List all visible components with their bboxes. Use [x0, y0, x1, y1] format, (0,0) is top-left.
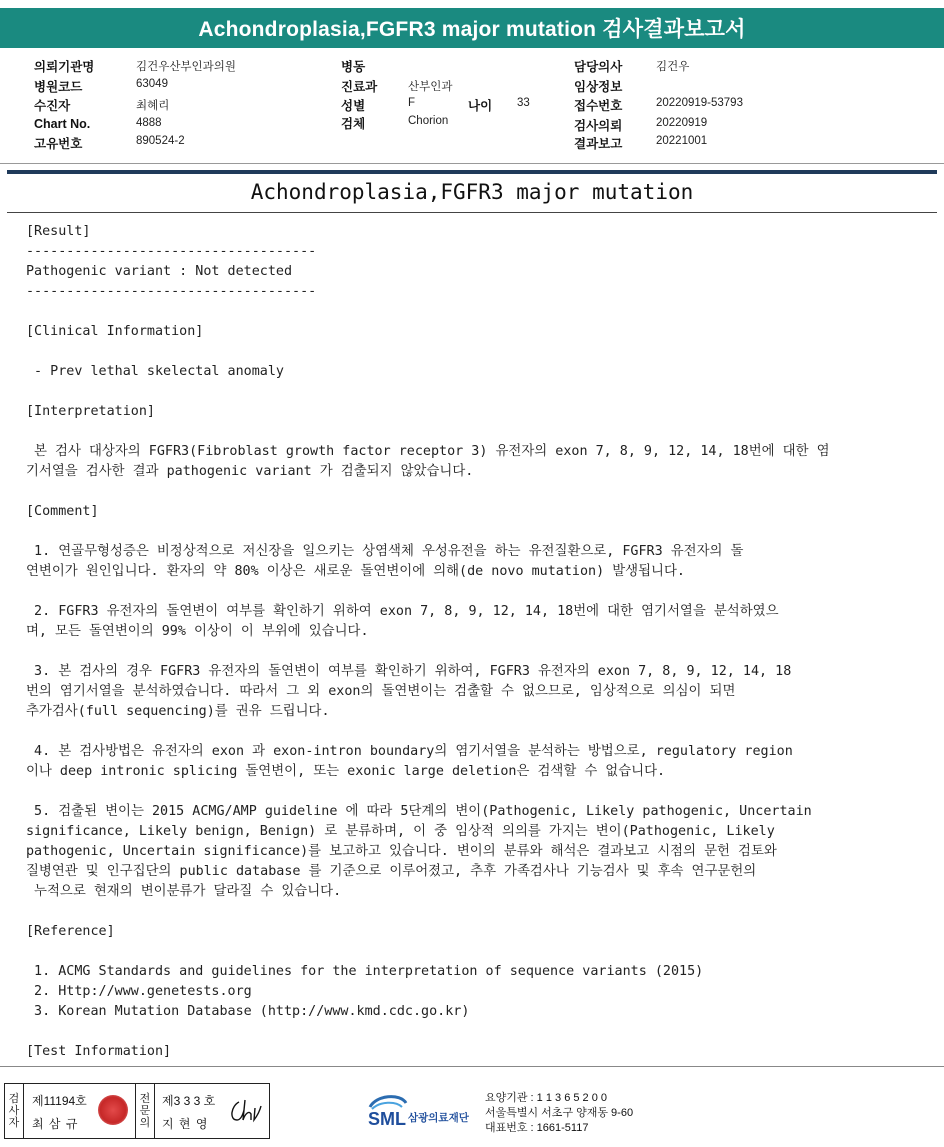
report-line: Pathogenic variant : Not detected: [26, 264, 293, 279]
specimen-label: 검체: [341, 117, 366, 131]
report-line: 1. 연골무형성증은 비정상적으로 저신장을 일으키는 상염색체 우성유전을 하는 유전질환으로, FGFR3 유전자의 돌: [26, 544, 744, 559]
report-banner-title: Achondroplasia,FGFR3 major mutation 검사결과보고서: [198, 18, 746, 41]
report-label: 결과보고: [574, 137, 623, 151]
patient-info-block: [0, 55, 944, 155]
report-line: [Reference]: [26, 924, 115, 939]
report-line: - Prev lethal skelectal anomaly: [26, 364, 284, 379]
signature-box: [4, 1083, 270, 1139]
examiner-seal: [98, 1095, 128, 1125]
examiner-license: 제11194호: [32, 1094, 87, 1108]
report-line: ------------------------------------: [26, 284, 317, 299]
report-line: 3. 본 검사의 경우 FGFR3 유전자의 돌연변이 여부를 확인하기 위하여, FGFR3 유전자의 exon 7, 8, 9, 12, 14, 18: [26, 664, 792, 679]
report-line: 누적으로 현재의 변이분류가 달라질 수 있습니다.: [26, 884, 342, 899]
report-value: 20221001: [656, 135, 708, 147]
examiner-label-char: 사: [8, 1105, 20, 1117]
report-line: 연변이가 원인입니다. 환자의 약 80% 이상은 새로운 돌연변이에 의해(de novo mutation) 발생됩니다.: [26, 564, 685, 579]
institution-value: 김건우산부인과의원: [136, 61, 236, 73]
specialist-label-char: 전: [139, 1093, 151, 1105]
id-no-value: 890524-2: [136, 135, 185, 147]
report-line: [Interpretation]: [26, 404, 155, 419]
report-line: 1. ACMG Standards and guidelines for the interpretation of sequence variants (2015): [26, 964, 704, 979]
report-line: 3. Korean Mutation Database (http://www.kmd.cdc.go.kr): [26, 1004, 470, 1019]
org-name: 삼광의료재단: [408, 1112, 469, 1124]
report-line: 질병연관 및 인구집단의 public database 를 기준으로 이루어졌고, 추후 가족검사나 기능검사 및 후속 연구문헌의: [26, 864, 757, 879]
specialist-label-char: 의: [139, 1117, 151, 1129]
report-line: 추가검사(full sequencing)를 권유 드립니다.: [26, 704, 330, 719]
report-line: 이나 deep intronic splicing 돌연변이, 또는 exonic large deletion은 검색할 수 없습니다.: [26, 764, 666, 779]
sml-logo-icon: [366, 1093, 484, 1129]
report-line: 4. 본 검사방법은 유전자의 exon 과 exon-intron boundary의 염기서열을 분석하는 방법으로, regulatory region: [26, 744, 793, 759]
report-line: 2. FGFR3 유전자의 돌연변이 여부를 확인하기 위하여 exon 7, 8, 9, 12, 14, 18번에 대한 염기서열을 분석하였으: [26, 604, 779, 619]
org-info: [485, 1091, 633, 1136]
age-label: 나이: [468, 99, 493, 113]
institution-label: 의뢰기관명: [34, 60, 95, 74]
report-line: [Clinical Information]: [26, 324, 204, 339]
header-divider: [0, 163, 944, 164]
receipt-label: 접수번호: [574, 99, 623, 113]
report-line: [Result]: [26, 224, 91, 239]
report-line: 번의 염기서열을 분석하였습니다. 따라서 그 외 exon의 돌연변이는 검출할 수 없으므로, 임상적으로 의심이 되면: [26, 684, 736, 699]
hospital-code-label: 병원코드: [34, 80, 83, 94]
doctor-value: 김건우: [656, 61, 690, 73]
age-value: 33: [517, 97, 530, 109]
document-title: Achondroplasia,FGFR3 major mutation: [250, 180, 694, 204]
examiner-column-label: [5, 1084, 24, 1138]
sex-label: 성별: [341, 99, 366, 113]
receipt-value: 20220919-53793: [656, 97, 743, 109]
clinical-label: 임상정보: [574, 80, 623, 94]
request-label: 검사의뢰: [574, 119, 623, 133]
specialist-signature: [227, 1096, 263, 1126]
examiner-label-char: 검: [8, 1093, 20, 1105]
examiner-name: 최 삼 규: [32, 1117, 79, 1131]
dept-label: 진료과: [341, 80, 378, 94]
report-line: ------------------------------------: [26, 244, 317, 259]
examiner-label-char: 자: [8, 1117, 20, 1129]
report-line: pathogenic, Uncertain significance)를 보고하고 있습니다. 변이의 분류와 해석은 결과보고 시점의 문헌 검토와: [26, 844, 777, 859]
report-line: 2. Http://www.genetests.org: [26, 984, 252, 999]
hospital-code-value: 63049: [136, 78, 168, 90]
report-line: 5. 검출된 변이는 2015 ACMG/AMP guideline 에 따라 5단계의 변이(Pathogenic, Likely pathogenic, Uncertain: [26, 804, 812, 819]
specialist-license: 제3 3 3 호: [162, 1094, 216, 1108]
report-line: [Test Information]: [26, 1044, 172, 1059]
org-license: 요양기관 : 1 1 3 6 5 2 0 0: [485, 1092, 608, 1104]
report-banner: [0, 8, 944, 48]
section-rule: [7, 170, 937, 174]
patient-label: 수진자: [34, 99, 71, 113]
chart-no-label: Chart No.: [34, 117, 91, 131]
sml-logo-text: SML: [368, 1109, 406, 1129]
request-value: 20220919: [656, 117, 708, 129]
specialist-label-char: 문: [139, 1105, 151, 1117]
sex-value: F: [408, 97, 416, 109]
report-line: significance, Likely benign, Benign) 로 분류하며, 이 중 임상적 의의를 가지는 변이(Pathogenic, Likely: [26, 824, 775, 839]
org-address: 서울특별시 서초구 양재동 9-60: [485, 1107, 634, 1119]
specimen-value: Chorion: [408, 115, 449, 127]
footer-divider: [0, 1066, 944, 1067]
dept-value: 산부인과: [408, 81, 453, 93]
report-line: [Comment]: [26, 504, 99, 519]
patient-value: 최혜리: [136, 100, 170, 112]
sml-logo: [366, 1093, 484, 1133]
specialist-name: 지 현 영: [162, 1117, 209, 1131]
org-phone: 대표번호 : 1661-5117: [485, 1122, 589, 1134]
report-line: 며, 모든 돌연변이의 99% 이상이 이 부위에 있습니다.: [26, 624, 369, 639]
title-divider: [7, 212, 937, 213]
id-no-label: 고유번호: [34, 137, 83, 151]
chart-no-value: 4888: [136, 117, 162, 129]
specialist-column-label: [135, 1084, 155, 1138]
doctor-label: 담당의사: [574, 60, 623, 74]
report-line: 본 검사 대상자의 FGFR3(Fibroblast growth factor receptor 3) 유전자의 exon 7, 8, 9, 12, 14, 18번에 대한 염: [26, 444, 830, 459]
ward-label: 병동: [341, 60, 366, 74]
report-line: 기서열을 검사한 결과 pathogenic variant 가 검출되지 않았습니다.: [26, 464, 474, 479]
